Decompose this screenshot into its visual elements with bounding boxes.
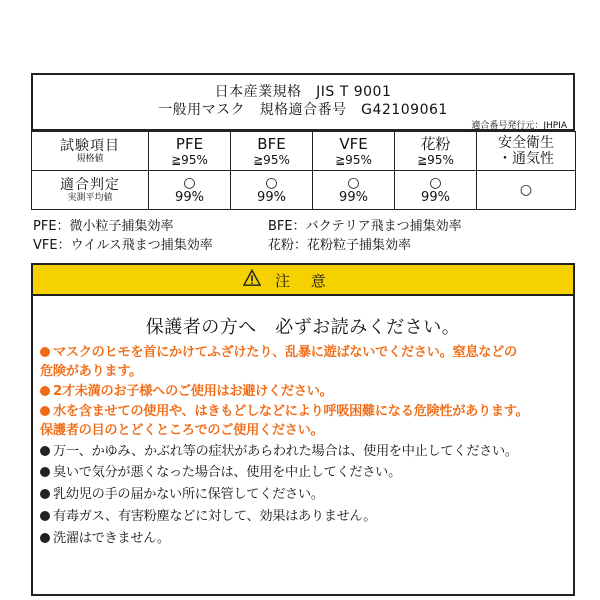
row-header-test-item: 試験項目 規格値 — [32, 132, 149, 171]
warning-item-continued: 危険があります。 — [40, 364, 143, 379]
column-bfe: BFE ≧95% — [231, 132, 313, 171]
pass-circle-icon: ○ — [519, 182, 533, 198]
column-pfe: PFE ≧95% — [149, 132, 231, 171]
issuer-label: 適合番号発行元：JHPIA — [471, 121, 567, 131]
pass-circle-icon: ○ — [429, 174, 442, 191]
guardian-notice: 保護者の方へ 必ずお読みください。 — [145, 317, 461, 338]
legend-vfe: VFE：ウイルス飛まつ捕集効率 — [33, 238, 213, 253]
bullet-icon — [40, 406, 50, 416]
row-header-judgement: 適合判定 実測平均値 — [32, 171, 149, 210]
caution-item: 乳幼児の手の届かない所に保管してください。 — [40, 483, 324, 502]
column-pollen: 花粉 ≧95% — [395, 132, 477, 171]
cell-vfe-result: ○ 99% — [313, 171, 395, 210]
bullet-icon — [40, 467, 50, 477]
caution-header — [33, 265, 573, 296]
caution-item: 万一、かゆみ、かぶれ等の症状があらわれた場合は、使用を中止してください。 — [40, 440, 518, 459]
bullet-icon — [40, 347, 50, 357]
warning-item: 2才未満のお子様へのご使用はお避けください。 — [40, 380, 333, 399]
cell-safety-result — [477, 171, 576, 210]
column-vfe: VFE ≧95% — [313, 132, 395, 171]
cell-pfe-result: ○ 99% — [149, 171, 231, 210]
standard-info-box — [31, 73, 575, 131]
warning-item: マスクのヒモを首にかけてふざけたり、乱暴に遊ばないでください。窒息などの — [40, 341, 517, 360]
caution-item: 臭いで気分が悪くなった場合は、使用を中止してください。 — [40, 461, 401, 480]
legend-pollen: 花粉：花粉粒子捕集効率 — [268, 238, 412, 253]
bullet-icon — [40, 386, 50, 396]
pass-circle-icon: ○ — [265, 174, 278, 191]
table-row — [32, 132, 576, 171]
jis-standard: 日本産業規格 JIS T 9001 — [214, 84, 392, 100]
warning-icon — [243, 269, 261, 287]
pass-circle-icon: ○ — [183, 174, 196, 191]
legend-bfe: BFE：バクテリア飛まつ捕集効率 — [268, 219, 462, 234]
bullet-icon — [40, 489, 50, 499]
column-safety-breathability: 安全衛生 ・通気性 — [477, 132, 576, 171]
pass-circle-icon: ○ — [347, 174, 360, 191]
bullet-icon — [40, 533, 50, 543]
caution-item: 洗濯はできません。 — [40, 527, 170, 546]
cell-bfe-result: ○ 99% — [231, 171, 313, 210]
conformity-number: 一般用マスク 規格適合番号 G42109061 — [158, 102, 448, 118]
table-row — [32, 171, 576, 210]
warning-item: 水を含ませての使用や、はきもどしなどにより呼吸困難になる危険性があります。 — [40, 400, 529, 419]
warning-item-continued: 保護者の目のとどくところでのご使用ください。 — [40, 423, 324, 438]
bullet-icon — [40, 511, 50, 521]
caution-box — [31, 263, 575, 596]
caution-title: 注 意 — [275, 272, 334, 290]
bullet-icon — [40, 446, 50, 456]
test-results-table — [31, 131, 576, 210]
legend-pfe: PFE：微小粒子捕集効率 — [33, 219, 174, 234]
caution-item: 有毒ガス、有害粉塵などに対して、効果はありません。 — [40, 505, 376, 524]
cell-pollen-result: ○ 99% — [395, 171, 477, 210]
